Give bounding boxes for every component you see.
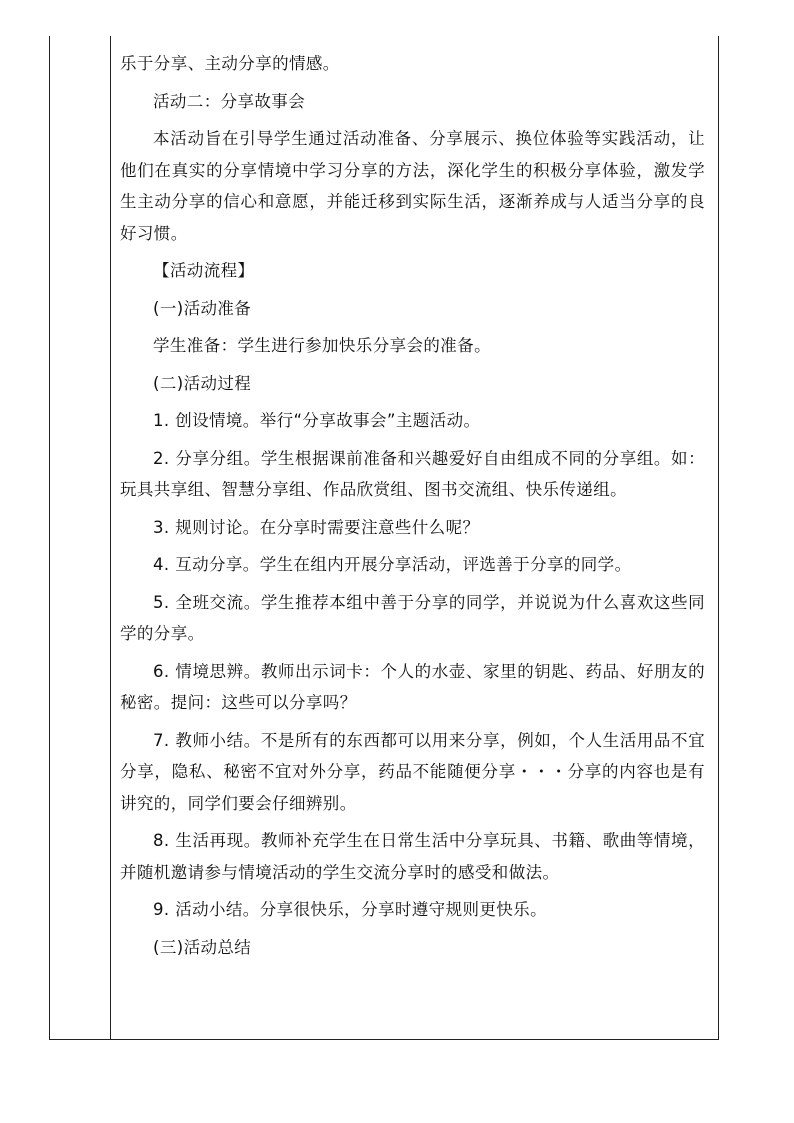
section-preparation-heading: (一)活动准备	[153, 298, 252, 318]
paragraph-continuation: 乐于分享、主动分享的情感。	[120, 54, 340, 73]
table-content-cell	[120, 48, 705, 969]
step-3: 3. 规则讨论。在分享时需要注意些什么呢？	[153, 517, 480, 537]
step-7: 7. 教师小结。不是所有的东西都可以用来分享，例如，个人生活用品不宜分享，隐私、秘密不宜对外分享，药品不能随便分享・・・分享的内容也是有讲究的，同学们要会仔细辨别。	[120, 730, 705, 813]
activity-purpose-paragraph: 本活动旨在引导学生通过活动准备、分享展示、换位体验等实践活动，让他们在真实的分享情境中学习分享的方法，深化学生的积极分享体验，激发学生主动分享的信心和意愿，并能迁移到实际生活，逐渐养成与人适当分享的良好习惯。	[120, 129, 705, 243]
step-4: 4. 互动分享。学生在组内开展分享活动，评选善于分享的同学。	[153, 555, 632, 574]
step-1: 1. 创设情境。举行“分享故事会”主题活动。	[153, 411, 481, 430]
lesson-plan-table	[49, 36, 719, 1040]
student-preparation-text: 学生准备：学生进行参加快乐分享会的准备。	[153, 336, 491, 355]
section-process-heading: (二)活动过程	[153, 373, 252, 393]
activity-two-heading: 活动二：分享故事会	[153, 91, 306, 111]
step-5: 5. 全班交流。学生推荐本组中善于分享的同学，并说说为什么喜欢这些同学的分享。	[120, 592, 705, 643]
step-2: 2. 分享分组。学生根据课前准备和兴趣爱好自由组成不同的分享组。如：玩具共享组、智慧分享组、作品欣赏组、图书交流组、快乐传递组。	[120, 448, 705, 499]
section-summary-heading: (三)活动总结	[153, 937, 252, 957]
step-9: 9. 活动小结。分享很快乐，分享时遵守规则更快乐。	[153, 900, 547, 919]
step-8: 8. 生活再现。教师补充学生在日常生活中分享玩具、书籍、歌曲等情境，并随机邀请参与情境活动的学生交流分享时的感受和做法。	[120, 831, 705, 882]
table-left-column	[50, 36, 111, 1039]
activity-process-heading: 【活动流程】	[153, 261, 255, 280]
step-6: 6. 情境思辨。教师出示词卡：个人的水壶、家里的钥匙、药品、好朋友的秘密。提问：这些可以分享吗？	[120, 661, 705, 712]
